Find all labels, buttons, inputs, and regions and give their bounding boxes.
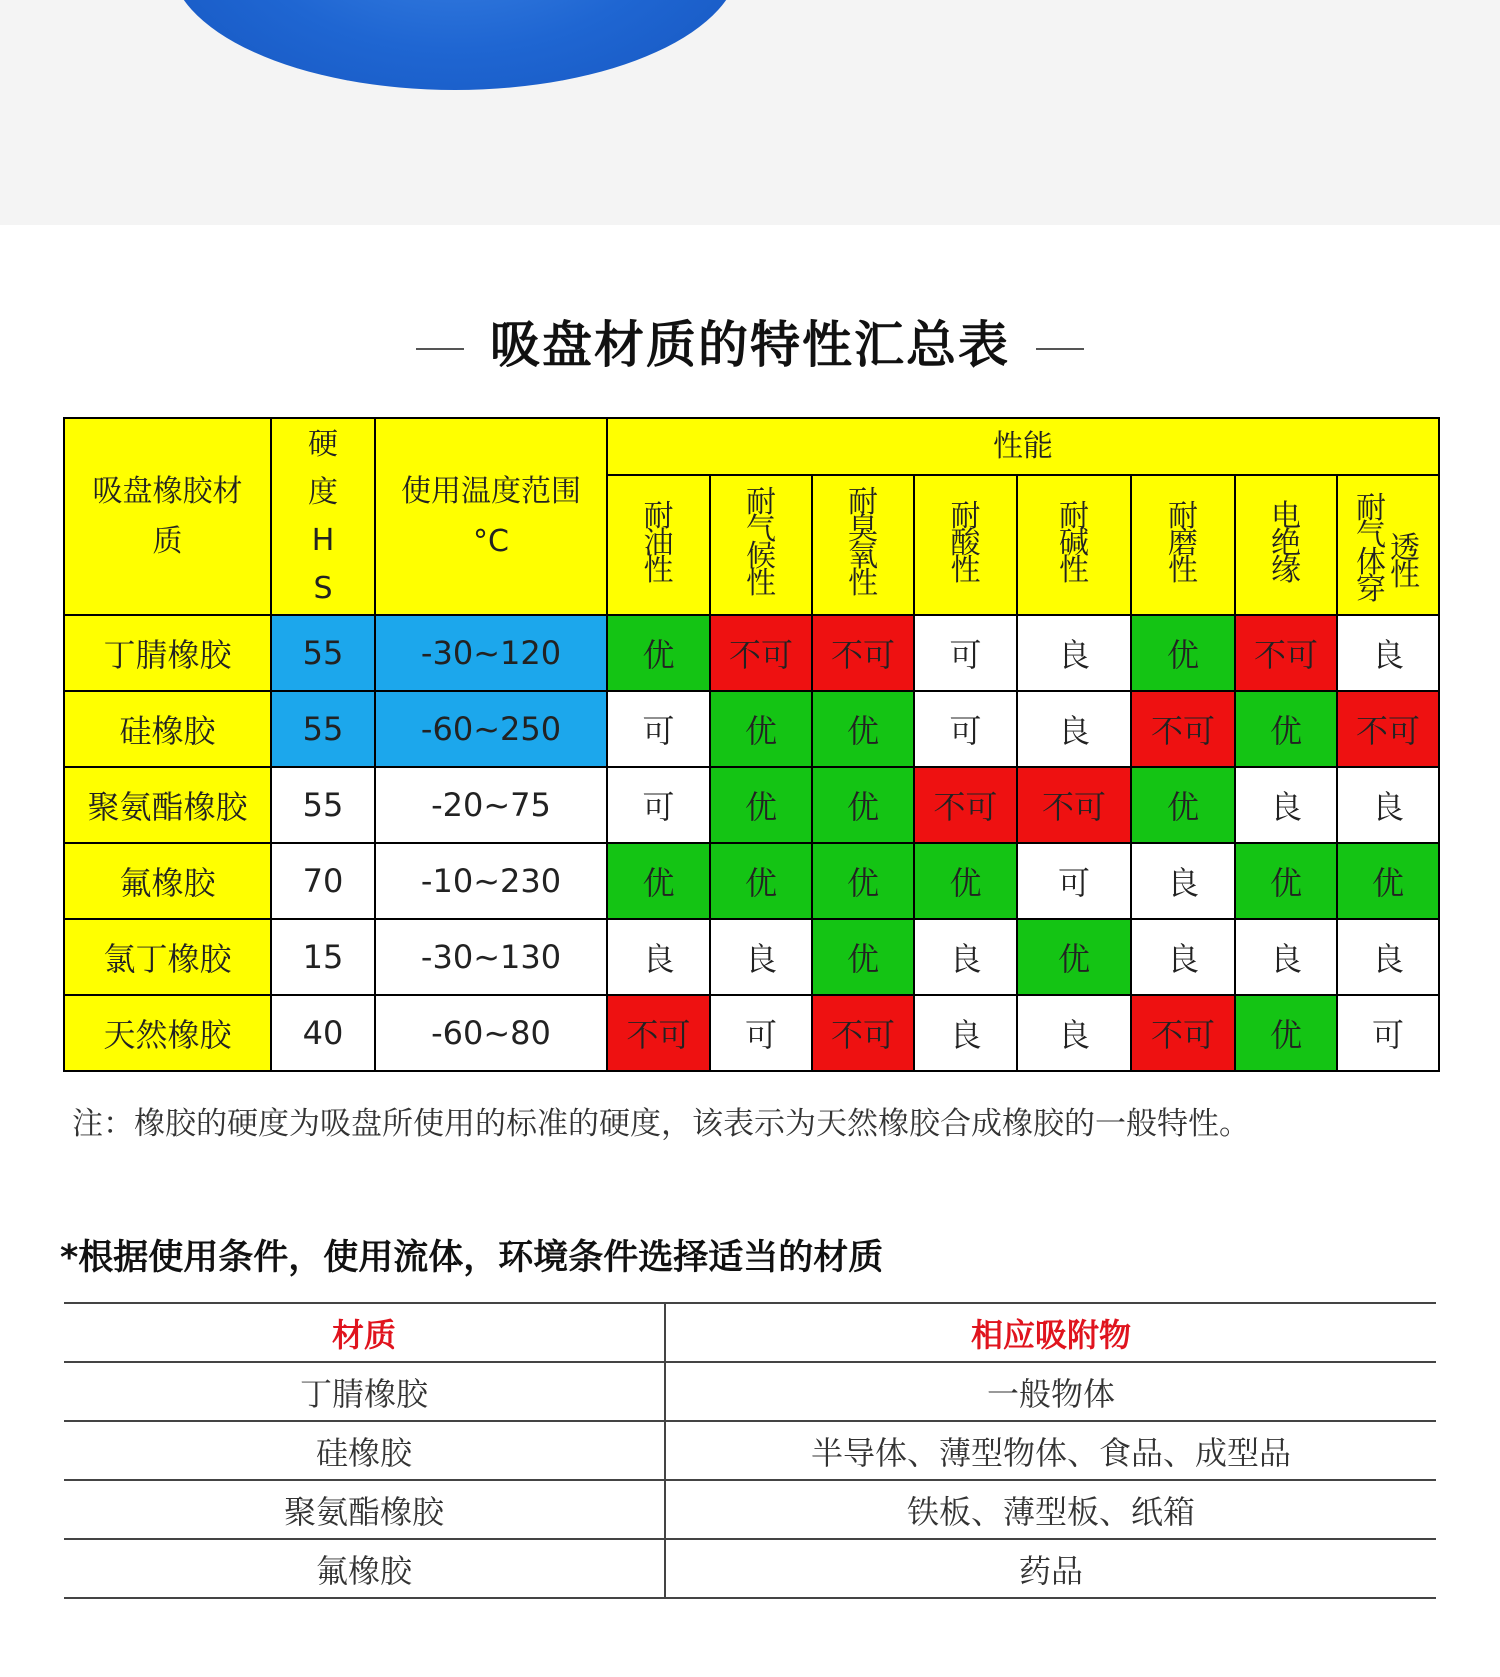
prop-ozone: 耐臭氧性 bbox=[812, 475, 914, 615]
rating-cell: 优 bbox=[1337, 843, 1439, 919]
temperature-cell: -20~75 bbox=[375, 767, 607, 843]
suction-cup-image bbox=[170, 0, 740, 90]
rating-cell: 良 bbox=[1017, 995, 1131, 1071]
table-row bbox=[64, 767, 1439, 843]
rating-cell: 优 bbox=[607, 615, 710, 691]
rating-cell: 不可 bbox=[1235, 615, 1337, 691]
prop-insulation: 电绝缘 bbox=[1235, 475, 1337, 615]
adsorption-table bbox=[64, 1302, 1436, 1599]
temperature-cell: -60~80 bbox=[375, 995, 607, 1071]
material-cell: 氟橡胶 bbox=[64, 1539, 665, 1598]
rating-cell: 可 bbox=[1337, 995, 1439, 1071]
material-cell: 天然橡胶 bbox=[64, 995, 271, 1071]
rating-cell: 优 bbox=[607, 843, 710, 919]
material-cell: 氟橡胶 bbox=[64, 843, 271, 919]
header-performance: 性能 bbox=[607, 418, 1439, 475]
rating-cell: 良 bbox=[1235, 767, 1337, 843]
rating-cell: 良 bbox=[1337, 919, 1439, 995]
table-row bbox=[64, 1539, 1436, 1598]
page-title bbox=[0, 305, 1500, 377]
table-row bbox=[64, 1480, 1436, 1539]
rating-cell: 可 bbox=[914, 691, 1017, 767]
rating-cell: 不可 bbox=[812, 615, 914, 691]
rating-cell: 优 bbox=[812, 919, 914, 995]
rating-cell: 良 bbox=[1017, 615, 1131, 691]
rating-cell: 可 bbox=[607, 767, 710, 843]
rating-cell: 不可 bbox=[710, 615, 812, 691]
hardness-cell: 40 bbox=[271, 995, 375, 1071]
material-cell: 聚氨酯橡胶 bbox=[64, 767, 271, 843]
rating-cell: 良 bbox=[1017, 691, 1131, 767]
table-note: 注：橡胶的硬度为吸盘所使用的标准的硬度，该表示为天然橡胶合成橡胶的一般特性。 bbox=[72, 1106, 1250, 1142]
rating-cell: 优 bbox=[710, 691, 812, 767]
table-row bbox=[64, 843, 1439, 919]
rating-cell: 优 bbox=[914, 843, 1017, 919]
title-dash-right bbox=[1036, 348, 1084, 350]
rating-cell: 优 bbox=[812, 843, 914, 919]
rating-cell: 优 bbox=[1235, 995, 1337, 1071]
temperature-cell: -30~130 bbox=[375, 919, 607, 995]
object-cell: 铁板、薄型板、纸箱 bbox=[665, 1480, 1436, 1539]
table-row bbox=[64, 919, 1439, 995]
prop-weather: 耐气候性 bbox=[710, 475, 812, 615]
header-temperature: 使用温度范围 °C bbox=[375, 418, 607, 615]
material-cell: 硅橡胶 bbox=[64, 691, 271, 767]
object-cell: 半导体、薄型物体、食品、成型品 bbox=[665, 1421, 1436, 1480]
temperature-cell: -30~120 bbox=[375, 615, 607, 691]
rating-cell: 优 bbox=[710, 843, 812, 919]
table-row bbox=[64, 1362, 1436, 1421]
material-cell: 氯丁橡胶 bbox=[64, 919, 271, 995]
prop-alkali: 耐碱性 bbox=[1017, 475, 1131, 615]
rating-cell: 良 bbox=[1235, 919, 1337, 995]
rating-cell: 可 bbox=[1017, 843, 1131, 919]
hardness-cell: 70 bbox=[271, 843, 375, 919]
rating-cell: 优 bbox=[1131, 767, 1235, 843]
rating-cell: 可 bbox=[607, 691, 710, 767]
material-cell: 硅橡胶 bbox=[64, 1421, 665, 1480]
selection-title: *根据使用条件，使用流体，环境条件选择适当的材质 bbox=[60, 1238, 884, 1278]
rating-cell: 优 bbox=[1017, 919, 1131, 995]
rating-cell: 优 bbox=[812, 767, 914, 843]
rating-cell: 可 bbox=[710, 995, 812, 1071]
prop-gas-permeability: 耐气体穿透性 bbox=[1337, 475, 1439, 615]
rating-cell: 可 bbox=[914, 615, 1017, 691]
rating-cell: 良 bbox=[914, 995, 1017, 1071]
prop-acid: 耐酸性 bbox=[914, 475, 1017, 615]
table-row bbox=[64, 615, 1439, 691]
rating-cell: 不可 bbox=[607, 995, 710, 1071]
properties-table bbox=[63, 417, 1440, 1072]
title-text: 吸盘材质的特性汇总表 bbox=[490, 316, 1010, 374]
temperature-cell: -10~230 bbox=[375, 843, 607, 919]
rating-cell: 不可 bbox=[1017, 767, 1131, 843]
rating-cell: 良 bbox=[1131, 843, 1235, 919]
object-cell: 一般物体 bbox=[665, 1362, 1436, 1421]
rating-cell: 优 bbox=[710, 767, 812, 843]
rating-cell: 良 bbox=[914, 919, 1017, 995]
material-cell: 丁腈橡胶 bbox=[64, 1362, 665, 1421]
header-material: 材质 bbox=[64, 1303, 665, 1362]
rating-cell: 良 bbox=[607, 919, 710, 995]
rating-cell: 不可 bbox=[1131, 691, 1235, 767]
title-dash-left bbox=[416, 348, 464, 350]
rating-cell: 良 bbox=[1131, 919, 1235, 995]
rating-cell: 优 bbox=[1235, 691, 1337, 767]
rating-cell: 良 bbox=[710, 919, 812, 995]
material-cell: 丁腈橡胶 bbox=[64, 615, 271, 691]
hardness-cell: 55 bbox=[271, 691, 375, 767]
rating-cell: 良 bbox=[1337, 767, 1439, 843]
header-hardness: 硬度HS bbox=[271, 418, 375, 615]
table-row bbox=[64, 995, 1439, 1071]
rating-cell: 优 bbox=[1235, 843, 1337, 919]
hardness-cell: 55 bbox=[271, 615, 375, 691]
object-cell: 药品 bbox=[665, 1539, 1436, 1598]
rating-cell: 优 bbox=[1131, 615, 1235, 691]
prop-oil: 耐油性 bbox=[607, 475, 710, 615]
table-row bbox=[64, 1421, 1436, 1480]
hardness-cell: 55 bbox=[271, 767, 375, 843]
rating-cell: 不可 bbox=[1131, 995, 1235, 1071]
rating-cell: 不可 bbox=[812, 995, 914, 1071]
adsorption-header-row bbox=[64, 1303, 1436, 1362]
table-row bbox=[64, 691, 1439, 767]
material-cell: 聚氨酯橡胶 bbox=[64, 1480, 665, 1539]
rating-cell: 不可 bbox=[1337, 691, 1439, 767]
rating-cell: 不可 bbox=[914, 767, 1017, 843]
header-material: 吸盘橡胶材质 bbox=[64, 418, 271, 615]
temperature-cell: -60~250 bbox=[375, 691, 607, 767]
header-adsorbed-object: 相应吸附物 bbox=[665, 1303, 1436, 1362]
product-photo bbox=[0, 0, 1500, 225]
hardness-cell: 15 bbox=[271, 919, 375, 995]
rating-cell: 良 bbox=[1337, 615, 1439, 691]
rating-cell: 优 bbox=[812, 691, 914, 767]
prop-wear: 耐磨性 bbox=[1131, 475, 1235, 615]
